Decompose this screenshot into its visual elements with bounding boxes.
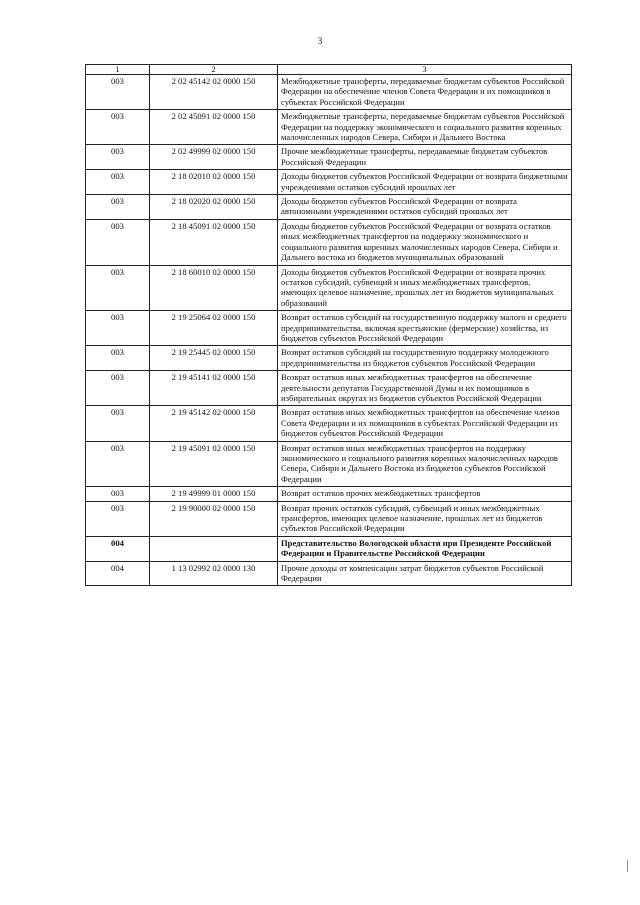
page-number: 3 — [317, 36, 323, 46]
admin-code-cell: 003 — [86, 170, 150, 195]
budget-classification-code-cell: 2 18 02020 02 0000 150 — [150, 195, 278, 220]
admin-code-cell: 003 — [86, 311, 150, 346]
admin-code-cell: 003 — [86, 75, 150, 110]
table-row — [86, 265, 572, 311]
budget-classification-code-cell: 2 02 45142 02 0000 150 — [150, 75, 278, 110]
table-row — [86, 170, 572, 195]
revenue-name-cell: Возврат остатков иных межбюджетных трансфертов на обеспечение членов Совета Федерации и их помощников в субъектах Российской Федерации из бюджетов субъектов Российской Федерации — [278, 406, 572, 441]
table-row — [86, 219, 572, 265]
table-row — [86, 371, 572, 406]
revenue-name-cell: Возврат остатков прочих межбюджетных трансфертов — [278, 487, 572, 501]
margin-mark — [627, 860, 628, 872]
admin-code-cell: 003 — [86, 195, 150, 220]
budget-classification-code-cell: 2 18 60010 02 0000 150 — [150, 265, 278, 311]
table-row — [86, 145, 572, 170]
revenue-name-cell: Межбюджетные трансферты, передаваемые бюджетам субъектов Российской Федерации на обеспечение членов Совета Федерации и их помощников в субъектах Российской Федерации — [278, 75, 572, 110]
budget-classification-code-cell: 2 18 45091 02 0000 150 — [150, 219, 278, 265]
table-row — [86, 536, 572, 561]
revenue-name-cell: Доходы бюджетов субъектов Российской Федерации от возврата остатков иных межбюджетных трансфертов на поддержку экономического и социального развития коренных малочисленных народов Севера, Сибири и Дальнего востока из бюджетов муниципальных образований — [278, 219, 572, 265]
admin-code-cell: 004 — [86, 561, 150, 586]
budget-classification-code-cell: 1 13 02992 02 0000 130 — [150, 561, 278, 586]
budget-classification-code-cell: 2 19 25064 02 0000 150 — [150, 311, 278, 346]
table-row — [86, 311, 572, 346]
admin-code-cell: 003 — [86, 501, 150, 536]
budget-classification-code-cell: 2 19 49999 01 0000 150 — [150, 487, 278, 501]
budget-classification-code-cell: 2 02 49999 02 0000 150 — [150, 145, 278, 170]
table-row — [86, 561, 572, 586]
admin-code-cell: 003 — [86, 110, 150, 145]
table-header-row — [86, 65, 572, 75]
admin-code-cell: 003 — [86, 371, 150, 406]
table-row — [86, 487, 572, 501]
revenue-name-cell: Межбюджетные трансферты, передаваемые бюджетам субъектов Российской Федерации на поддержку экономического и социального развития коренных малочисленных народов Севера, Сибири и Дальнего Востока — [278, 110, 572, 145]
budget-classification-code-cell: 2 19 90000 02 0000 150 — [150, 501, 278, 536]
admin-code-cell: 003 — [86, 406, 150, 441]
admin-code-cell: 003 — [86, 145, 150, 170]
table-row — [86, 110, 572, 145]
revenue-name-cell: Доходы бюджетов субъектов Российской Федерации от возврата автономными учреждениями остатков субсидий прошлых лет — [278, 195, 572, 220]
revenue-name-cell: Возврат остатков субсидий на государственную поддержку малого и среднего предпринимательства, включая крестьянские (фермерские) хозяйства, из бюджетов субъектов Российской Федерации — [278, 311, 572, 346]
revenue-name-cell: Возврат прочих остатков субсидий, субвенций и иных межбюджетных трансфертов, имеющих целевое назначение, прошлых лет из бюджетов субъектов Российской Федерации — [278, 501, 572, 536]
admin-code-cell: 003 — [86, 346, 150, 371]
admin-code-cell: 003 — [86, 487, 150, 501]
budget-classification-code-cell: 2 19 45091 02 0000 150 — [150, 441, 278, 487]
revenue-name-cell: Возврат остатков субсидий на государственную поддержку молодежного предпринимательства из бюджетов субъектов Российской Федерации — [278, 346, 572, 371]
admin-code-cell: 004 — [86, 536, 150, 561]
table-row — [86, 75, 572, 110]
revenue-name-cell: Представительство Вологодской области при Президенте Российской Федерации и Правительстве Российской Федерации — [278, 536, 572, 561]
admin-code-cell: 003 — [86, 441, 150, 487]
revenue-name-cell: Возврат остатков иных межбюджетных трансфертов на обеспечение деятельности депутатов Государственной Думы и их помощников в избирательных округах из бюджетов субъектов Российской Федерации — [278, 371, 572, 406]
column-header-2: 2 — [150, 65, 278, 75]
table-row — [86, 346, 572, 371]
table-row — [86, 406, 572, 441]
revenue-name-cell: Прочие межбюджетные трансферты, передаваемые бюджетам субъектов Российской Федерации — [278, 145, 572, 170]
revenue-name-cell: Возврат остатков иных межбюджетных трансфертов на поддержку экономического и социального развития коренных малочисленных народов Севера, Сибири и Дальнего Востока из бюджетов субъектов Российской Федерации — [278, 441, 572, 487]
column-header-3: 3 — [278, 65, 572, 75]
table-row — [86, 501, 572, 536]
table-row — [86, 195, 572, 220]
revenue-name-cell: Доходы бюджетов субъектов Российской Федерации от возврата прочих остатков субсидий, субвенций и иных межбюджетных трансфертов, имеющих целевое назначение, прошлых лет из бюджетов муниципальных образований — [278, 265, 572, 311]
table-body — [86, 75, 572, 586]
admin-code-cell: 003 — [86, 265, 150, 311]
revenue-name-cell: Доходы бюджетов субъектов Российской Федерации от возврата бюджетными учреждениями остатков субсидий прошлых лет — [278, 170, 572, 195]
budget-classification-code-cell: 2 19 25445 02 0000 150 — [150, 346, 278, 371]
budget-classification-code-cell: 2 02 45091 02 0000 150 — [150, 110, 278, 145]
budget-classification-code-cell: 2 19 45141 02 0000 150 — [150, 371, 278, 406]
revenue-name-cell: Прочие доходы от компенсации затрат бюджетов субъектов Российской Федерации — [278, 561, 572, 586]
budget-classification-code-cell: 2 19 45142 02 0000 150 — [150, 406, 278, 441]
table-row — [86, 441, 572, 487]
admin-code-cell: 003 — [86, 219, 150, 265]
revenue-codes-table — [85, 64, 572, 586]
budget-classification-code-cell — [150, 536, 278, 561]
column-header-1: 1 — [86, 65, 150, 75]
budget-classification-code-cell: 2 18 02010 02 0000 150 — [150, 170, 278, 195]
